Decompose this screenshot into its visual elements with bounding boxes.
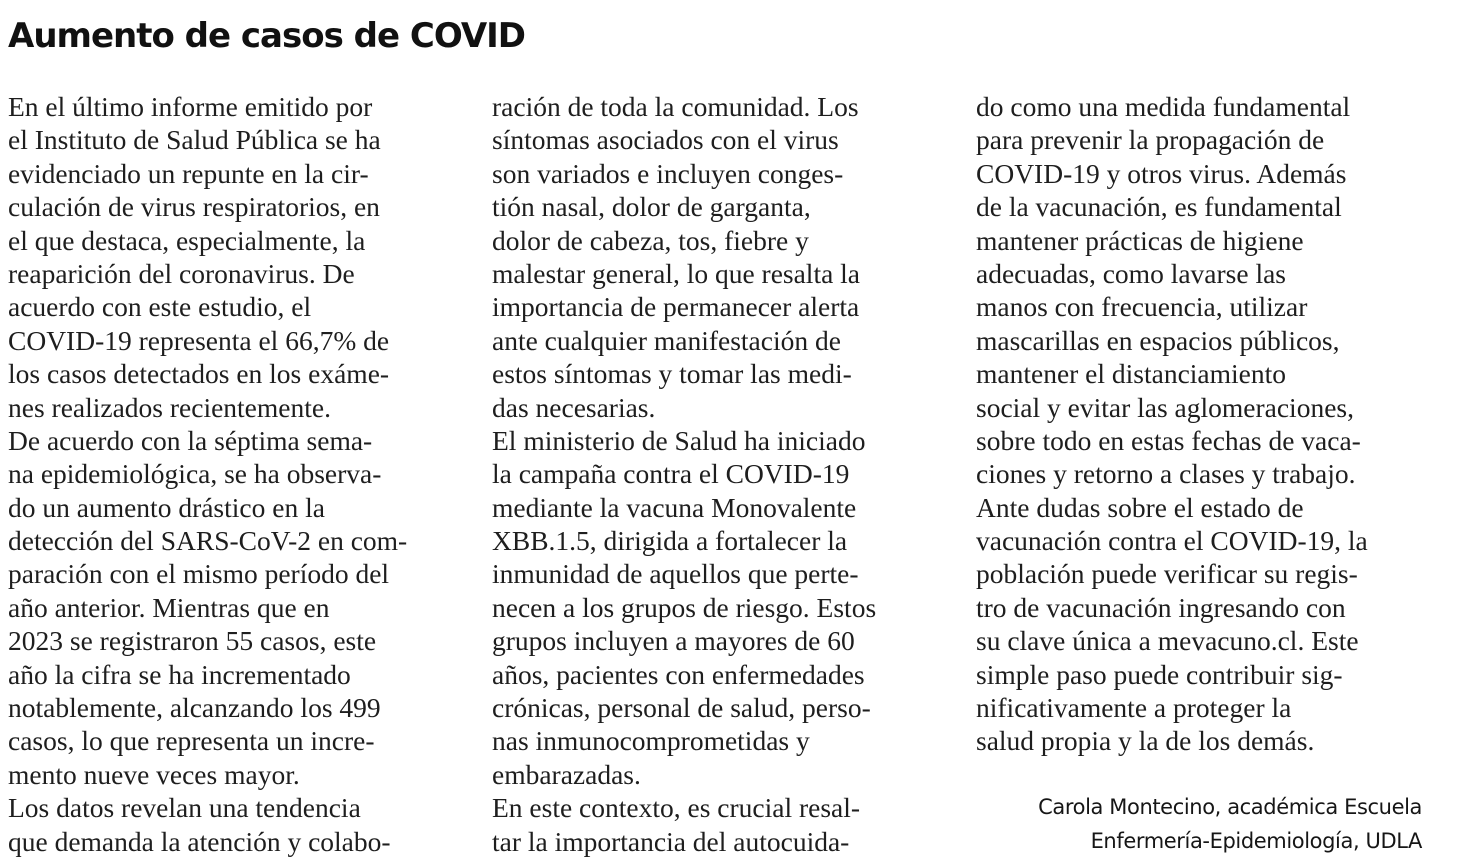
text-line: mantener prácticas de higiene [976, 224, 1304, 256]
text-line: año la cifra se ha incrementado [8, 658, 351, 690]
text-line: ante cualquier manifestación de [492, 324, 841, 356]
text-line: do como una medida fundamental [976, 91, 1351, 122]
text-line: detección del SARS-CoV-2 en com- [8, 525, 408, 557]
text-line: sobre todo en estas fechas de vaca- [976, 424, 1361, 456]
text-line: tro de vacunación ingresando con [976, 591, 1346, 623]
text-line: importancia de permanecer alerta [492, 291, 860, 323]
text-line: malestar general, lo que resalta la [492, 257, 861, 289]
article-column-2 [492, 90, 876, 858]
text-line: paración con el mismo período del [8, 558, 390, 590]
text-line: culación de virus respiratorios, en [8, 191, 380, 223]
text-line: mantener el distanciamiento [976, 358, 1287, 390]
article-column-1 [8, 90, 407, 858]
text-line: El ministerio de Salud ha iniciado [492, 424, 866, 456]
text-line: estos síntomas y tomar las medi- [492, 358, 852, 390]
text-line: necen a los grupos de riesgo. Estos [492, 591, 877, 623]
text-line: tión nasal, dolor de garganta, [492, 191, 811, 223]
text-line: ciones y retorno a clases y trabajo. [976, 458, 1356, 490]
text-line: mento nueve veces mayor. [8, 758, 300, 790]
text-line: embarazadas. [492, 758, 641, 790]
text-line: En este contexto, es crucial resal- [492, 792, 861, 824]
text-line: vacunación contra el COVID-19, la [976, 525, 1368, 557]
text-line: nas inmunocomprometidas y [492, 725, 810, 757]
text-line: En el último informe emitido por [8, 91, 373, 122]
author-byline [1038, 790, 1422, 858]
text-line: crónicas, personal de salud, perso- [492, 692, 871, 724]
text-line: social y evitar las aglomeraciones, [976, 391, 1354, 423]
text-line: COVID-19 representa el 66,7% de [8, 324, 390, 356]
text-line: 2023 se registraron 55 casos, este [8, 625, 377, 657]
text-line: grupos incluyen a mayores de 60 [492, 625, 855, 657]
text-line: inmunidad de aquellos que perte- [492, 558, 859, 590]
text-line: manos con frecuencia, utilizar [976, 291, 1308, 323]
text-line: COVID-19 y otros virus. Además [976, 157, 1347, 189]
text-line: Los datos revelan una tendencia [8, 792, 361, 824]
text-line: De acuerdo con la séptima sema- [8, 424, 373, 456]
text-line: son variados e incluyen conges- [492, 157, 844, 189]
text-line: los casos detectados en los exáme- [8, 358, 390, 390]
text-line: acuerdo con este estudio, el [8, 291, 312, 323]
text-line: mascarillas en espacios públicos, [976, 324, 1340, 356]
text-line: reaparición del coronavirus. De [8, 257, 355, 289]
article-title: Aumento de casos de COVID [8, 16, 526, 56]
text-line: síntomas asociados con el virus [492, 124, 839, 156]
text-line: nes realizados recientemente. [8, 391, 331, 423]
byline-line: Carola Montecino, académica Escuela [1038, 795, 1422, 819]
text-line: salud propia y la de los demás. [976, 725, 1315, 757]
text-line: evidenciado un repunte en la cir- [8, 157, 369, 189]
text-line: tar la importancia del autocuida- [492, 825, 850, 857]
text-line: de la vacunación, es fundamental [976, 191, 1342, 223]
text-line: das necesarias. [492, 391, 656, 423]
text-line: su clave única a mevacuno.cl. Este [976, 625, 1359, 657]
text-line: dolor de cabeza, tos, fiebre y [492, 224, 809, 256]
text-line: nificativamente a proteger la [976, 692, 1292, 724]
text-line: año anterior. Mientras que en [8, 591, 330, 623]
article-column-3 [976, 90, 1368, 758]
text-line: que demanda la atención y colabo- [8, 825, 391, 857]
text-line: el que destaca, especialmente, la [8, 224, 366, 256]
text-line: notablemente, alcanzando los 499 [8, 692, 381, 724]
text-line: casos, lo que representa un incre- [8, 725, 375, 757]
text-line: ración de toda la comunidad. Los [492, 91, 859, 122]
text-line: población puede verificar su regis- [976, 558, 1358, 590]
byline-line: Enfermería-Epidemiología, UDLA [1090, 829, 1422, 853]
text-line: mediante la vacuna Monovalente [492, 491, 857, 523]
text-line: años, pacientes con enfermedades [492, 658, 865, 690]
text-line: na epidemiológica, se ha observa- [8, 458, 382, 490]
text-line: el Instituto de Salud Pública se ha [8, 124, 381, 156]
text-line: Ante dudas sobre el estado de [976, 491, 1304, 523]
text-line: do un aumento drástico en la [8, 491, 325, 523]
text-line: para prevenir la propagación de [976, 124, 1325, 156]
text-line: la campaña contra el COVID-19 [492, 458, 850, 490]
text-line: simple paso puede contribuir sig- [976, 658, 1343, 690]
text-line: XBB.1.5, dirigida a fortalecer la [492, 525, 848, 557]
text-line: adecuadas, como lavarse las [976, 257, 1286, 289]
